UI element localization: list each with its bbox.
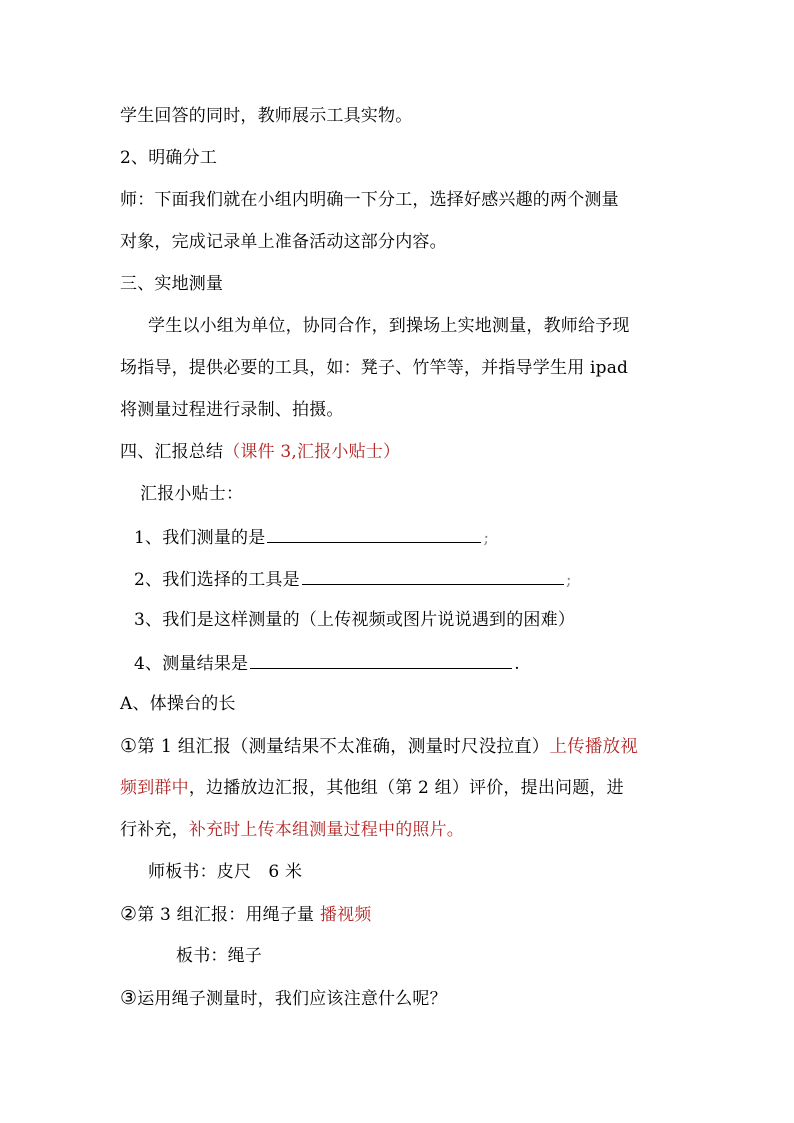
fill-blank — [250, 650, 512, 669]
board-note-rope: 板书：绳子 — [176, 946, 262, 966]
group1-highlight-upload: 上传播放视 — [549, 737, 638, 757]
group1-report-line3 — [120, 818, 464, 842]
group1-text2: ，边播放边汇报，其他组（第 2 组）评价，提出问题，进 — [188, 778, 624, 798]
section-a-heading: A、体操台的长 — [120, 694, 236, 714]
circled-number-2: ② — [120, 903, 138, 925]
tip-end: ; — [565, 570, 572, 590]
tip-end: . — [514, 654, 520, 674]
paragraph-teacher-line1: 师：下面我们就在小组内明确一下分工，选择好感兴趣的两个测量 — [120, 190, 619, 210]
heading-report-main: 四、汇报总结 — [120, 442, 224, 462]
board-note-tape: 师板书：皮尺 6 米 — [148, 862, 303, 882]
heading-report-note: （课件 3,汇报小贴士） — [223, 442, 401, 462]
paragraph-teacher-line2: 对象，完成记录单上准备活动这部分内容。 — [120, 232, 447, 252]
group1-highlight-photos: 补充时上传本组测量过程中的照片。 — [188, 820, 465, 840]
fill-blank — [267, 524, 481, 543]
group3-report — [120, 902, 371, 927]
tip-item-1 — [134, 524, 489, 550]
tip-end: ; — [483, 528, 490, 548]
group1-report-line2 — [120, 776, 624, 800]
paragraph-answer: 学生回答的同时，教师展示工具实物。 — [120, 106, 413, 126]
heading-division: 2、明确分工 — [120, 148, 218, 168]
heading-report-summary — [120, 440, 400, 464]
tip-item-3 — [134, 608, 575, 632]
paragraph-field-line3: 将测量过程进行录制、拍摄。 — [120, 400, 344, 420]
circled-number-3: ③ — [120, 987, 138, 1009]
group1-text: 第 1 组汇报（测量结果不太准确，测量时尺没拉直） — [137, 737, 550, 757]
paragraph-field-line2: 场指导，提供必要的工具，如：凳子、竹竿等，并指导学生用 ipad — [120, 358, 629, 378]
group3-text: 第 3 组汇报：用绳子量 — [137, 905, 320, 925]
group1-report-line1 — [120, 734, 638, 759]
tip-item-4 — [134, 650, 520, 676]
question-text: 运用绳子测量时，我们应该注意什么呢？ — [137, 989, 447, 1009]
tip-label: 4、测量结果是 — [134, 654, 249, 674]
tips-title: 汇报小贴士： — [140, 484, 244, 504]
group1-text3: 行补充， — [120, 820, 189, 840]
group1-highlight-upload-cont: 频到群中 — [120, 778, 189, 798]
question-rope — [120, 986, 447, 1011]
group3-highlight-video: 播视频 — [319, 905, 372, 925]
paragraph-field-line1: 学生以小组为单位，协同合作，到操场上实地测量，教师给予现 — [148, 316, 630, 336]
tip-label: 1、我们测量的是 — [134, 528, 266, 548]
circled-number-1: ① — [120, 735, 138, 757]
heading-field-measure: 三、实地测量 — [120, 274, 224, 294]
tip-label: 3、我们是这样测量的（上传视频或图片说说遇到的困难） — [134, 610, 576, 630]
tip-label: 2、我们选择的工具是 — [134, 570, 300, 590]
fill-blank — [302, 566, 564, 585]
tip-item-2 — [134, 566, 572, 592]
